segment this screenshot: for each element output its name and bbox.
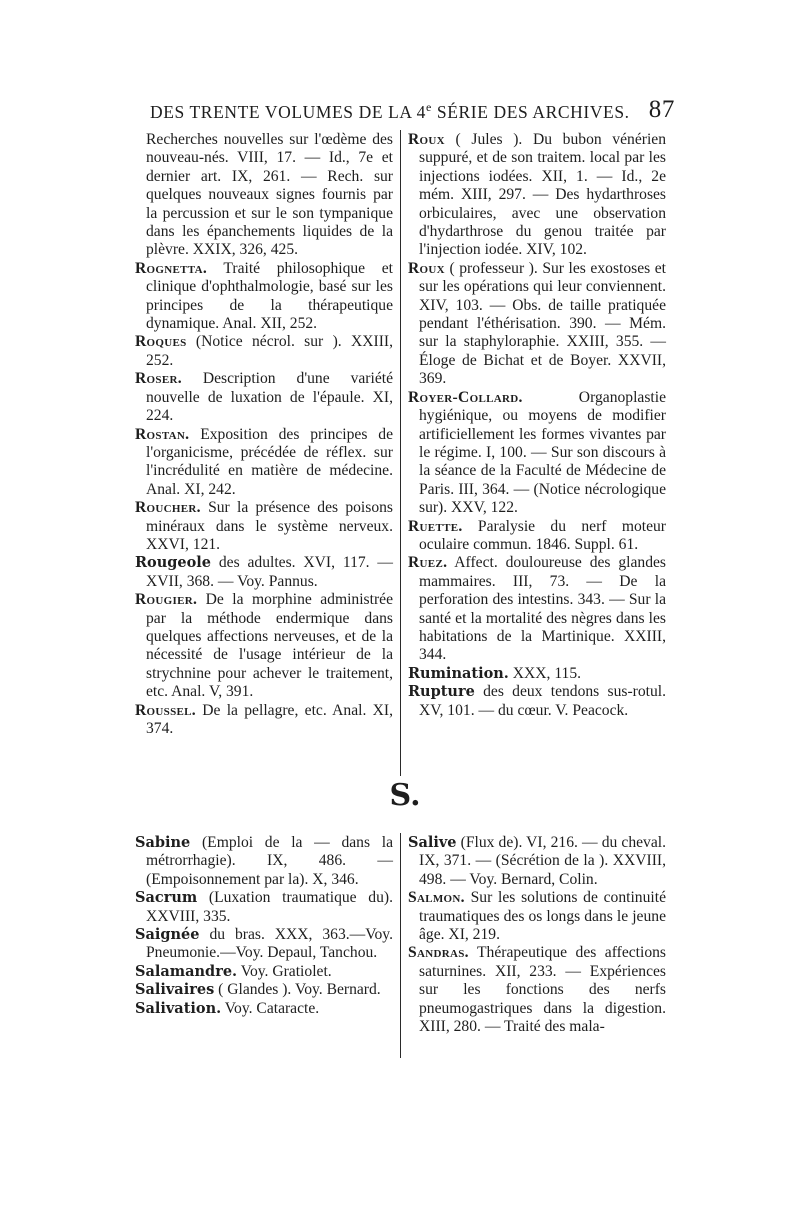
index-entry [135,963,393,981]
entry-headword: Roussel. [135,701,196,719]
entry-text: Exposition des principes de l'organicisme, précédée de réflex. sur l'incrédulité en matière de médecine. Anal. XI, 242. [146,425,393,498]
entry-headword: Rougier. [135,591,198,609]
entry-text: (Flux de). VI, 216. — du cheval. IX, 371. — (Sécrétion de la ). XXVIII, 498. — Voy. Bernard, Colin. [419,834,666,888]
entry-headword: Salivation. [135,999,222,1017]
index-entry [135,426,393,500]
entry-text: De la pellagre, etc. Anal. XI, 374. [146,701,393,737]
entry-headword: Royer-Collard. [408,388,523,406]
entry-text: Organoplastie hygiénique, ou moyens de modifier artificiellement les formes vivantes par le régime. I, 100. — Sur son discours à la séance de la Faculté de Médecine de Paris. III, 364. — (Notice nécrologique sur). XXV, 122. [419,388,666,517]
entry-headword: Saignée [135,926,200,944]
entry-text: De la morphine administrée par la méthode endermique dans quelques affections nerveuses, et de la nécessité de l'usage intérieur de la strychnine pour achever le traitement, etc. Anal. V, 391. [146,591,393,701]
entry-text: Recherches nouvelles sur l'œdème des nouveau-nés. VIII, 17. — Id., 7e et dernier art. IX, 261. — Rech. sur quelques nouveaux signes fournis par la percussion et sur le son tympanique dans les épanchements liquides de la plèvre. XXIX, 326, 425. [146,131,393,259]
index-entry [135,554,393,591]
page-number: 87 [648,96,675,123]
running-title: DES TRENTE VOLUMES DE LA 4e SÉRIE DES ARCHIVES. [150,100,630,122]
index-entry [408,389,666,518]
index-entry [408,889,666,944]
entry-headword: Sacrum [135,889,198,907]
entry-text: (Luxation traumatique du). XXVIII, 335. [146,889,393,925]
index-entry [135,333,393,370]
entry-text: Traité philosophique et clinique d'ophthalmologie, basé sur les principes de la thérapeutique dynamique. Anal. XII, 252. [146,259,393,333]
index-entry [135,131,393,260]
index-entry [408,554,666,664]
entry-headword: Rognetta. [135,259,208,277]
entry-text: Voy. Cataracte. [221,999,320,1017]
column-divider-top [400,130,401,776]
index-column-bottom-left [135,834,393,1018]
index-entry [408,131,666,260]
entry-headword: Sabine [135,834,191,851]
entry-text: Affect. douloureuse des glandes mammaires. III, 73. — De la perforation des intestins. 343. — Sur la santé et la mortalité des nègres dans les habitations de la Martinique. XXIII, 344. [419,554,666,664]
index-entry [135,926,393,963]
index-entry [135,591,393,701]
entry-headword: Salmon. [408,889,465,907]
entry-headword: Salivaires [135,981,215,999]
index-entry [135,981,393,999]
entry-text: Sur la présence des poisons minéraux dans le système nerveux. XXVI, 121. [146,499,393,553]
section-letter: S. [389,778,421,813]
column-divider-bottom [400,833,401,1058]
index-entry [135,1000,393,1018]
entry-text: Paralysie du nerf moteur oculaire commun. 1846. Suppl. 61. [419,517,666,553]
entry-text: (Notice nécrol. sur ). XXIII, 252. [146,333,393,369]
index-column-top-right [408,131,666,720]
index-entry [135,834,393,889]
entry-headword: Rougeole [135,554,212,572]
entry-text: des deux tendons sus-rotul. XV, 101. — du cœur. V. Peacock. [419,683,666,719]
index-entry [408,518,666,555]
index-entry [135,702,393,739]
entry-headword: Rumination. [408,664,509,682]
entry-headword: Roser. [135,370,182,388]
entry-text: ( professeur ). Sur les exostoses et sur les opérations qui leur conviennent. XIV, 103. — Obs. de taille pratiquée pendant l'éthérisation. 390. — Mém. sur la staphyloraphie. XXIII, 355. — Éloge de Bichat et de Boyer. XXVII, 369. [419,259,666,388]
entry-text: Thérapeutique des affections saturnines. XII, 233. — Expériences sur les fonctions des nerfs pneumogastriques dans la digestion. XIII, 280. — Traité des mala- [419,944,666,1036]
index-entry [408,683,666,720]
entry-text: XXX, 115. [508,664,582,682]
index-entry [135,260,393,334]
index-entry [135,499,393,554]
index-column-top-left [135,131,393,738]
entry-text: ( Jules ). Du bubon vénérien suppuré, et de son traitem. local par les injections iodées. XII, 1. — Id., 2e mém. XIII, 297. — Des hydarthroses orbiculaires, avec une observation d'hydarthrose du genou traitée par l'injection iodée. XIV, 102. [419,131,666,259]
index-entry [408,260,666,389]
entry-headword: Rupture [408,683,475,701]
entry-headword: Roux [408,259,445,277]
running-header [150,96,675,126]
entry-text: Description d'une variété nouvelle de luxation de l'épaule. XI, 224. [146,370,393,425]
entry-headword: Roux [408,131,445,148]
entry-text: des adultes. XVI, 117. — XVII, 368. — Voy. Pannus. [146,554,393,590]
entry-text: (Emploi de la — dans la métrorrhagie). IX, 486. — (Empoisonnement par la). X, 346. [146,834,393,888]
entry-headword: Ruette. [408,517,463,535]
entry-text: Voy. Gratiolet. [237,962,332,980]
entry-headword: Salamandre. [135,962,238,980]
index-column-bottom-right [408,834,666,1036]
entry-headword: Roques [135,333,187,351]
index-entry [408,944,666,1036]
index-entry [408,665,666,683]
entry-headword: Sandras. [408,944,469,962]
entry-text: ( Glandes ). Voy. Bernard. [214,981,381,999]
index-entry [135,370,393,425]
entry-headword: Rostan. [135,425,190,443]
entry-text: Sur les solutions de continuité traumatiques des os longs dans le jeune âge. XI, 219. [419,889,666,944]
index-entry [135,889,393,926]
entry-headword: Roucher. [135,499,201,517]
entry-headword: Salive [408,834,457,851]
index-entry [408,834,666,889]
entry-text: du bras. XXX, 363.—Voy. Pneumonie.—Voy. Depaul, Tanchou. [146,926,393,962]
entry-headword: Ruez. [408,554,448,572]
